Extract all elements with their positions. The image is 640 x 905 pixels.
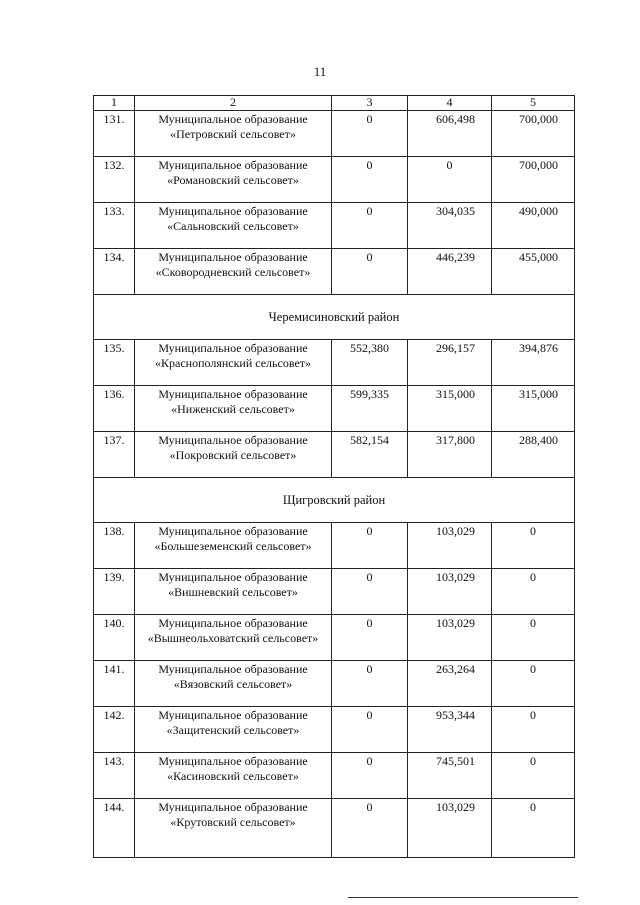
municipality-type: Муниципальное образование [158,524,308,538]
municipality-title: «Петровский сельсовет» [170,127,296,141]
municipality-type: Муниципальное образование [158,204,308,218]
municipality-name [135,340,332,386]
municipality-name [135,157,332,203]
value-col4: 446,239 [408,249,492,295]
municipality-name [135,249,332,295]
row-number: 140. [94,615,135,661]
value-col4: 953,344 [408,707,492,753]
value-col5: 0 [492,753,575,799]
municipality-name [135,707,332,753]
municipality-title: «Защитенский сельсовет» [166,723,300,737]
column-header: 4 [408,96,492,111]
row-number: 134. [94,249,135,295]
row-number: 144. [94,799,135,858]
table-row [94,340,575,386]
table-row [94,615,575,661]
district-label: Черемисиновский район [94,295,575,340]
table-row [94,111,575,157]
municipality-title: «Вязовский сельсовет» [173,677,293,691]
value-col3: 0 [332,707,408,753]
value-col4: 745,501 [408,753,492,799]
district-label: Щигровский район [94,478,575,523]
value-col5: 0 [492,523,575,569]
row-number: 136. [94,386,135,432]
row-number: 131. [94,111,135,157]
municipality-type: Муниципальное образование [158,708,308,722]
table-row [94,249,575,295]
table-row [94,432,575,478]
municipality-type: Муниципальное образование [158,433,308,447]
value-col4: 315,000 [408,386,492,432]
municipality-title: «Касиновский сельсовет» [167,769,299,783]
table-row [94,799,575,858]
municipality-title: «Крутовский сельсовет» [170,815,296,829]
value-col3: 0 [332,111,408,157]
row-number: 133. [94,203,135,249]
value-col5: 394,876 [492,340,575,386]
value-col3: 0 [332,661,408,707]
value-col4: 0 [408,157,492,203]
value-col4: 263,264 [408,661,492,707]
value-col4: 103,029 [408,523,492,569]
table-row [94,386,575,432]
value-col3: 0 [332,753,408,799]
footer-rule [348,897,578,898]
value-col3: 0 [332,799,408,858]
column-header: 5 [492,96,575,111]
municipality-title: «Покровский сельсовет» [169,448,297,462]
value-col3: 0 [332,157,408,203]
municipality-name [135,753,332,799]
municipality-name [135,523,332,569]
municipality-title: «Краснополянский сельсовет» [154,356,312,370]
municipality-type: Муниципальное образование [158,754,308,768]
municipality-type: Муниципальное образование [158,570,308,584]
value-col3: 0 [332,569,408,615]
table-row [94,569,575,615]
value-col3: 0 [332,523,408,569]
municipality-title: «Вышнеольховатский сельсовет» [147,631,319,645]
municipality-type: Муниципальное образование [158,341,308,355]
value-col5: 700,000 [492,157,575,203]
table-row [94,523,575,569]
municipality-title: «Сальновский сельсовет» [167,219,299,233]
value-col4: 103,029 [408,799,492,858]
municipality-title: «Вишневский сельсовет» [168,585,298,599]
value-col4: 304,035 [408,203,492,249]
municipality-type: Муниципальное образование [158,112,308,126]
district-header-row [94,478,575,523]
value-col5: 0 [492,615,575,661]
table-header-row [94,96,575,111]
municipality-name [135,569,332,615]
value-col4: 317,800 [408,432,492,478]
municipality-type: Муниципальное образование [158,250,308,264]
municipality-name [135,386,332,432]
row-number: 143. [94,753,135,799]
value-col5: 490,000 [492,203,575,249]
value-col5: 0 [492,661,575,707]
municipality-title: «Сковородневский сельсовет» [155,265,311,279]
column-header: 2 [135,96,332,111]
budget-table [93,95,575,858]
value-col3: 0 [332,203,408,249]
table-row [94,661,575,707]
value-col5: 288,400 [492,432,575,478]
value-col3: 599,335 [332,386,408,432]
municipality-title: «Романовский сельсовет» [167,173,299,187]
row-number: 138. [94,523,135,569]
value-col5: 455,000 [492,249,575,295]
municipality-type: Муниципальное образование [158,616,308,630]
municipality-name [135,432,332,478]
table-row [94,707,575,753]
value-col4: 103,029 [408,569,492,615]
municipality-title: «Большеземенский сельсовет» [154,539,312,553]
value-col3: 0 [332,249,408,295]
row-number: 141. [94,661,135,707]
row-number: 135. [94,340,135,386]
row-number: 132. [94,157,135,203]
column-header: 1 [94,96,135,111]
municipality-type: Муниципальное образование [158,662,308,676]
district-header-row [94,295,575,340]
value-col5: 0 [492,707,575,753]
value-col4: 296,157 [408,340,492,386]
row-number: 139. [94,569,135,615]
table-row [94,203,575,249]
municipality-name [135,615,332,661]
value-col5: 315,000 [492,386,575,432]
value-col5: 700,000 [492,111,575,157]
value-col3: 582,154 [332,432,408,478]
row-number: 142. [94,707,135,753]
table-row [94,753,575,799]
value-col4: 606,498 [408,111,492,157]
municipality-name [135,203,332,249]
row-number: 137. [94,432,135,478]
municipality-type: Муниципальное образование [158,158,308,172]
value-col5: 0 [492,569,575,615]
municipality-name [135,111,332,157]
value-col3: 552,380 [332,340,408,386]
page-number: 11 [313,64,327,79]
municipality-type: Муниципальное образование [158,800,308,814]
municipality-name [135,661,332,707]
value-col5: 0 [492,799,575,858]
value-col4: 103,029 [408,615,492,661]
municipality-name [135,799,332,858]
column-header: 3 [332,96,408,111]
value-col3: 0 [332,615,408,661]
municipality-type: Муниципальное образование [158,387,308,401]
municipality-title: «Ниженский сельсовет» [171,402,295,416]
table-row [94,157,575,203]
